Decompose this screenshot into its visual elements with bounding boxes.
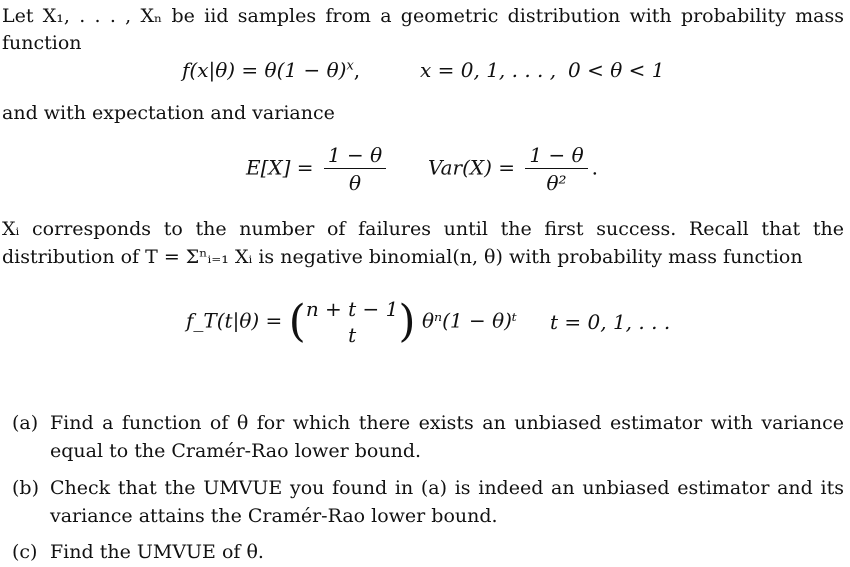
variance-fraction <box>525 144 587 194</box>
question-a-text: Find a function of θ for which there exists an unbiased estimator with variance equal to the Cramér-Rao lower bound. <box>50 412 844 462</box>
expectation-equation <box>246 144 390 194</box>
binom-bottom: t <box>348 323 357 347</box>
question-c-text: Find the UMVUE of θ. <box>50 541 264 563</box>
question-c-label: (c) <box>12 541 38 563</box>
pmf-support: x = 0, 1, . . . , <box>420 58 557 82</box>
moments-intro: and with expectation and variance <box>2 102 335 124</box>
negbin-lhs: f_T(t|θ) = <box>186 308 283 333</box>
variance-denominator: θ² <box>546 171 567 195</box>
binom-top: n + t − 1 <box>305 297 399 321</box>
pmf-exponent: x <box>346 58 354 74</box>
expectation-lhs: E[X] = <box>246 155 314 180</box>
intro-line-2: function <box>2 32 82 54</box>
negbin-rhs: θⁿ(1 − θ)ᵗ <box>421 308 517 333</box>
question-a-label: (a) <box>12 412 39 434</box>
variance-numerator: 1 − θ <box>525 144 587 169</box>
binomial-coefficient: ( n + t − 1 t ) <box>288 296 416 347</box>
variance-period: . <box>591 155 599 180</box>
recall-line-2: distribution of T = Σⁿᵢ₌₁ Xᵢ is negative binomial(n, θ) with probability mass function <box>2 246 803 268</box>
pmf-comma: , <box>353 58 361 82</box>
expectation-numerator: 1 − θ <box>324 144 386 169</box>
expectation-denominator: θ <box>349 171 362 195</box>
recall-line-1: Xᵢ corresponds to the number of failures until the first success. Recall that the <box>2 218 844 240</box>
negbin-support: t = 0, 1, . . . <box>550 310 671 334</box>
intro-line-1: Let X₁, . . . , Xₙ be iid samples from a geometric distribution with probability mass <box>2 5 844 27</box>
expectation-fraction <box>324 144 386 194</box>
negative-binomial-pmf <box>186 296 517 348</box>
question-b-text: Check that the UMVUE you found in (a) is indeed an unbiased estimator and its variance attains the Cramér-Rao lower bound. <box>50 477 844 527</box>
question-c <box>12 538 844 566</box>
variance-equation <box>428 144 598 194</box>
variance-lhs: Var(X) = <box>428 155 516 180</box>
pmf-parameter-range: 0 < θ < 1 <box>568 58 665 82</box>
question-b-label: (b) <box>12 477 39 499</box>
pmf-lhs: f(x|θ) = θ(1 − θ) <box>182 58 347 82</box>
question-b <box>12 474 844 530</box>
geometric-pmf-equation <box>182 58 360 82</box>
question-a <box>12 409 844 465</box>
